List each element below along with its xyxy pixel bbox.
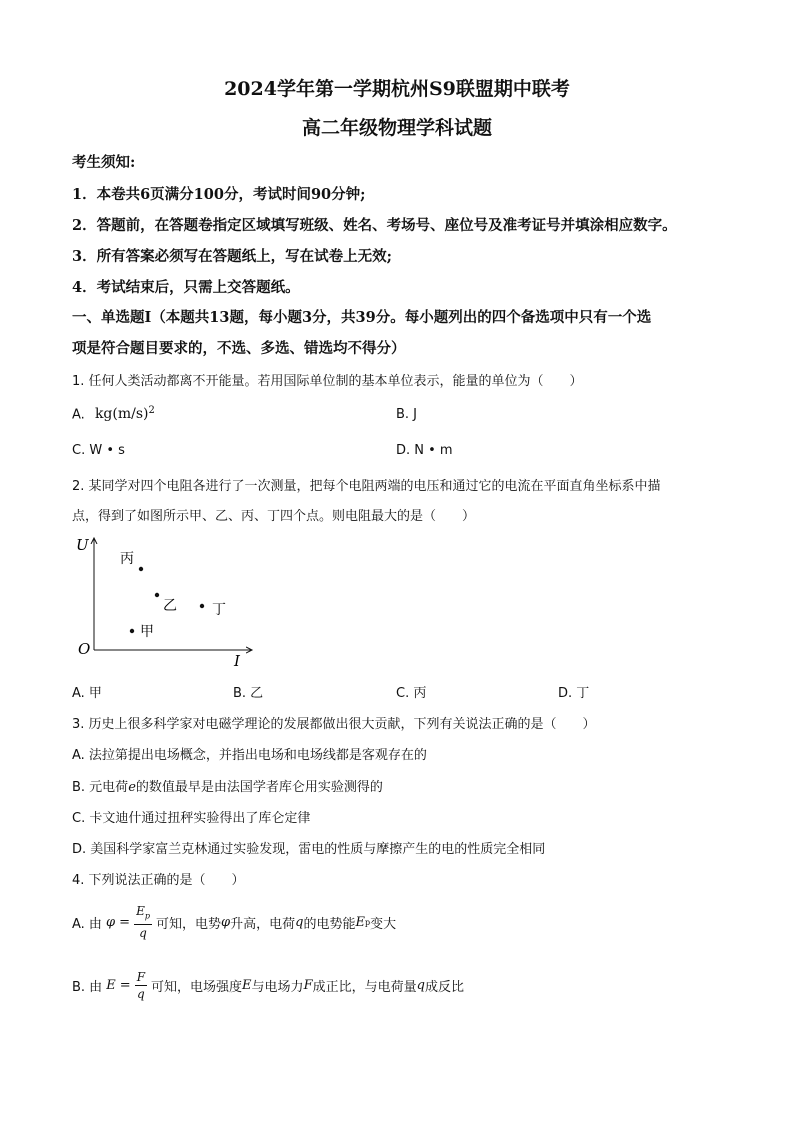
q4-option-b xyxy=(72,965,464,1005)
exam-subtitle: 高二年级物理学科试题 xyxy=(301,117,492,139)
point-jia xyxy=(130,629,134,633)
point-yi xyxy=(155,593,159,597)
q3-option-c: C. 卡文迪什通过扭秤实验得出了库仑定律 xyxy=(72,811,311,826)
q3-option-b-pre: B. 元电荷 xyxy=(72,780,129,795)
q4-option-b-mid2: 与电场力 xyxy=(251,979,304,995)
point-ding xyxy=(200,604,204,608)
i-axis-label: I xyxy=(234,652,240,670)
notice-item-1: 1．本卷共6页满分100分，考试时间90分钟; xyxy=(72,186,366,203)
q1-option-c: C. W • s xyxy=(72,443,125,458)
q1-option-a-label: A. xyxy=(72,407,85,423)
q1-option-a-expr: kg(m/s) xyxy=(94,406,149,423)
q4-option-b-mid3: 成正比，与电荷量 xyxy=(312,979,417,995)
q3-option-b-post: 的数值最早是由法国学者库仑用实验测得的 xyxy=(135,780,383,795)
q4-option-a-var1: φ xyxy=(220,914,231,930)
q4-option-a-num: E xyxy=(136,903,145,918)
q4-option-a-den: q xyxy=(139,926,147,941)
q4-option-a-var2: q xyxy=(295,914,304,930)
point-jia-label: 甲 xyxy=(140,624,154,640)
notice-item-4: 4．考试结束后，只需上交答题纸。 xyxy=(72,279,300,296)
q3-option-a: A. 法拉第提出电场概念，并指出电场和电场线都是客观存在的 xyxy=(72,748,427,763)
q1-option-d: D. N • m xyxy=(396,443,453,458)
notice-item-2: 2．答题前，在答题卷指定区域填写班级、姓名、考场号、座位号及准考证号并填涂相应数字。 xyxy=(72,217,677,234)
q1-option-a-sup: 2 xyxy=(148,405,155,416)
q1-stem: 1. 任何人类活动都离不开能量。若用国际单位制的基本单位表示，能量的单位为（ ） xyxy=(72,374,583,389)
q3-option-b-var: e xyxy=(128,780,136,795)
q4-option-a xyxy=(72,902,396,942)
point-ding-label: 丁 xyxy=(212,602,226,618)
q4-option-b-var3: q xyxy=(416,977,425,993)
notice-heading: 考生须知: xyxy=(72,154,136,171)
q3-option-d: D. 美国科学家富兰克林通过实验发现，雷电的性质与摩擦产生的电的性质完全相同 xyxy=(72,842,546,857)
section-heading-line-1: 一、单选题Ⅰ（本题共13题，每小题3分，共39分。每小题列出的四个备选项中只有一个选 xyxy=(72,309,652,326)
q2-ui-graph xyxy=(70,530,270,675)
q4-option-a-mid1: 可知，电势 xyxy=(155,916,221,932)
point-bing-label: 丙 xyxy=(120,551,134,567)
u-axis-label: U xyxy=(76,536,89,554)
q4-option-b-num: F xyxy=(136,969,146,984)
q4-option-a-pre: A. 由 xyxy=(72,916,102,932)
q4-stem: 4. 下列说法正确的是（ ） xyxy=(72,873,245,888)
point-yi-label: 乙 xyxy=(163,598,177,614)
q2-stem-line-2: 点，得到了如图所示甲、乙、丙、丁四个点。则电阻最大的是（ ） xyxy=(72,509,476,524)
q4-option-b-fraction xyxy=(135,969,147,1002)
q2-option-b: B. 乙 xyxy=(233,686,264,701)
q2-stem-line-1: 2. 某同学对四个电阻各进行了一次测量，把每个电阻两端的电压和通过它的电流在平面直角坐标系中描 xyxy=(72,479,661,494)
q4-option-b-mid1: 可知，电场强度 xyxy=(151,979,243,995)
q4-option-a-var3-sub: p xyxy=(364,917,371,927)
q4-option-a-post: 变大 xyxy=(370,916,397,932)
q2-option-a: A. 甲 xyxy=(72,686,102,701)
origin-label: O xyxy=(78,640,91,658)
q1-option-b: B. J xyxy=(396,407,418,422)
q4-option-b-var1: E xyxy=(242,977,252,993)
q4-option-b-var2: F xyxy=(303,977,313,993)
exam-title: 2024学年第一学期杭州S9联盟期中联考 xyxy=(224,78,570,100)
notice-item-3: 3．所有答案必须写在答题纸上，写在试卷上无效; xyxy=(72,248,392,265)
q2-option-d: D. 丁 xyxy=(558,686,590,701)
point-bing xyxy=(139,567,143,571)
q3-stem: 3. 历史上很多科学家对电磁学理论的发展都做出很大贡献，下列有关说法正确的是（ ） xyxy=(72,717,596,732)
q4-option-b-den: q xyxy=(137,986,145,1001)
section-heading-line-2: 项是符合题目要求的，不选、多选、错选均不得分） xyxy=(72,340,406,357)
q4-option-a-mid3: 的电势能 xyxy=(303,916,356,932)
q4-option-a-num-sub: p xyxy=(144,911,150,921)
q4-option-b-lhs: E = xyxy=(106,977,131,993)
q4-option-a-fraction xyxy=(134,903,152,941)
q4-option-b-pre: B. 由 xyxy=(72,979,103,995)
q4-option-a-mid2: 升高，电荷 xyxy=(230,916,296,932)
q2-option-c: C. 丙 xyxy=(396,686,427,701)
q4-option-a-var3: E xyxy=(355,914,365,930)
q4-option-b-post: 成反比 xyxy=(424,979,464,995)
q1-option-a xyxy=(72,405,155,422)
q4-option-a-lhs: φ = xyxy=(105,914,131,930)
q3-option-b xyxy=(72,776,383,795)
